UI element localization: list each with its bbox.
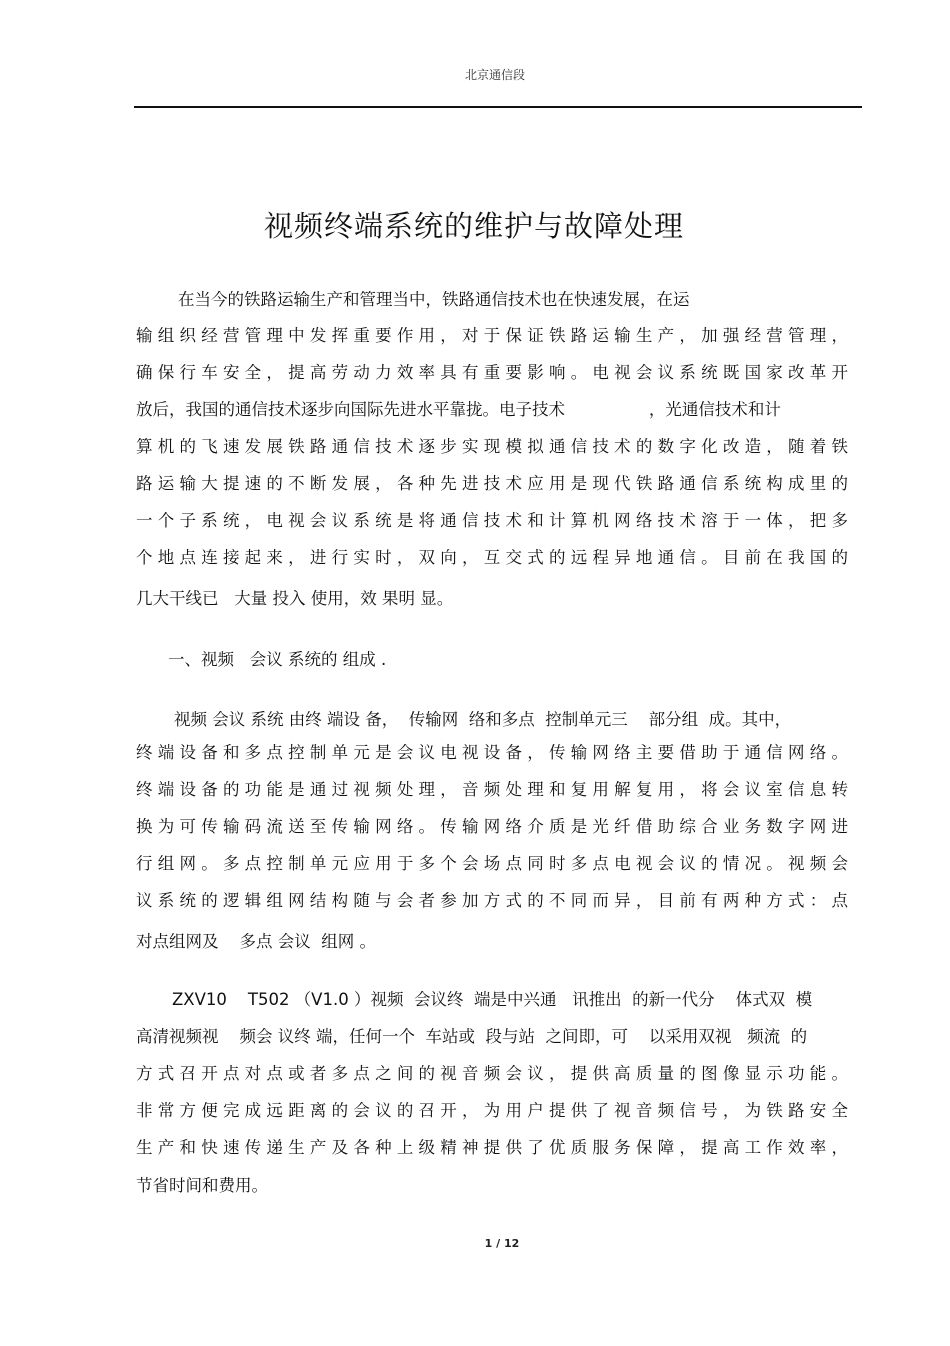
- paragraph-line: 几大干线已 大量 投入 使用，效 果明 显。: [136, 589, 454, 608]
- paragraph-line: 个地点连接起来，进行实时，双向，互交式的远程异地通信。目前在我国的: [136, 548, 848, 567]
- paragraph-line: 节省时间和费用。: [136, 1176, 268, 1195]
- paragraph-line: ZXV10 T502 （V1.0 ）视频 会议终 端是中兴通 讯推出 的新一代分 体式双 模: [172, 990, 813, 1009]
- paragraph-line: 行组网。多点控制单元应用于多个会场点同时多点电视会议的情况。视频会: [136, 854, 848, 873]
- paragraph-line: 终端设备和多点控制单元是会议电视设备，传输网络主要借助于通信网络。: [136, 743, 848, 762]
- header-divider: [134, 106, 862, 108]
- paragraph-line: 换为可传输码流送至传输网络。传输网络介质是光纤借助综合业务数字网进: [136, 817, 848, 836]
- paragraph-line: 对点组网及 多点 会议 组网 。: [136, 932, 376, 951]
- document-title: 视频终端系统的维护与故障处理: [263, 209, 684, 243]
- paragraph-line: 生产和快速传递生产及各种上级精神提供了优质服务保障，提高工作效率，: [136, 1138, 848, 1157]
- paragraph-line: 高清视频视 频会 议终 端，任何一个 车站或 段与站 之间即，可 以采用双视 频流 的: [136, 1027, 808, 1046]
- paragraph-line: 视频 会议 系统 由终 端设 备， 传输网 络和多点 控制单元三 部分组 成。其中，: [174, 710, 792, 729]
- page-number: 1 / 12: [484, 1237, 520, 1250]
- paragraph-line: 输组织经营管理中发挥重要作用，对于保证铁路运输生产，加强经营管理，: [136, 326, 848, 345]
- paragraph-line: 算机的飞速发展铁路通信技术逐步实现模拟通信技术的数字化改造，随着铁: [136, 437, 848, 456]
- paragraph-line: 确保行车安全，提高劳动力效率具有重要影响。电视会议系统既国家改革开: [136, 363, 848, 382]
- section-heading: 一、视频 会议 系统的 组成 .: [168, 650, 387, 669]
- paragraph-line: 议系统的逻辑组网结构随与会者参加方式的不同而异，目前有两种方式：点: [136, 891, 848, 910]
- paragraph-line: 在当今的铁路运输生产和管理当中，铁路通信技术也在快速发展，在运: [178, 290, 690, 309]
- paragraph-line: 非常方便完成远距离的会议的召开，为用户提供了视音频信号，为铁路安全: [136, 1101, 848, 1120]
- paragraph-line: 路运输大提速的不断发展，各种先进技术应用是现代铁路通信系统构成里的: [136, 474, 848, 493]
- paragraph-line: 方式召开点对点或者多点之间的视音频会议，提供高质量的图像显示功能。: [136, 1064, 848, 1083]
- header-org-name: 北京通信段: [464, 68, 525, 82]
- paragraph-line: 一个子系统，电视会议系统是将通信技术和计算机网络技术溶于一体，把多: [136, 511, 848, 530]
- paragraph-line: 放后，我国的通信技术逐步向国际先进水平靠拢。电子技术 ，光通信技术和计: [136, 400, 781, 419]
- paragraph-line: 终端设备的功能是通过视频处理，音频处理和复用解复用，将会议室信息转: [136, 780, 848, 799]
